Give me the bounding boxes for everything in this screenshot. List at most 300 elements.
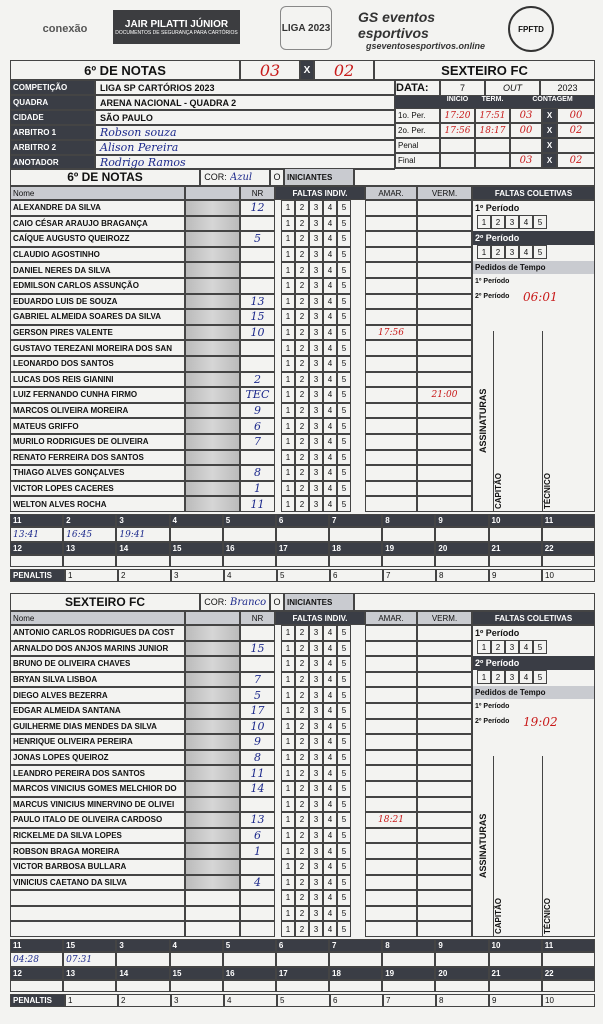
foul-box[interactable]: 1 — [281, 403, 295, 419]
player-number[interactable] — [240, 625, 275, 641]
foul-box[interactable]: 1 — [281, 387, 295, 403]
player-number[interactable]: 13 — [240, 294, 275, 310]
player-number[interactable]: 1 — [240, 843, 275, 859]
foul-box[interactable]: 4 — [323, 843, 337, 859]
foul-box[interactable]: 1 — [281, 797, 295, 813]
player-number[interactable]: 8 — [240, 750, 275, 766]
player-number[interactable] — [240, 356, 275, 372]
foul-box[interactable]: 4 — [323, 875, 337, 891]
foul-box[interactable]: 1 — [281, 356, 295, 372]
foul-box[interactable]: 3 — [309, 340, 323, 356]
foul-box[interactable]: 5 — [337, 247, 351, 263]
penalty-box[interactable]: 9 — [489, 994, 542, 1007]
foul-box[interactable]: 2 — [295, 906, 309, 922]
info-value[interactable]: Alison Pereira — [95, 140, 395, 155]
foul-box[interactable]: 2 — [295, 496, 309, 512]
goal-time[interactable] — [276, 980, 329, 992]
period-score-a[interactable]: 03 — [510, 108, 542, 123]
foul-box[interactable]: 3 — [309, 843, 323, 859]
foul-box[interactable]: 3 — [309, 434, 323, 450]
foul-box[interactable]: 5 — [337, 294, 351, 310]
foul-box[interactable]: 5 — [337, 387, 351, 403]
foul-box[interactable]: 3 — [309, 765, 323, 781]
foul-box[interactable]: 1 — [281, 765, 295, 781]
tempo2-value[interactable]: 19:02 — [523, 714, 558, 729]
foul-box[interactable]: 4 — [323, 216, 337, 232]
foul-box[interactable]: 2 — [295, 216, 309, 232]
player-number[interactable]: 5 — [240, 687, 275, 703]
yellow-card[interactable] — [365, 656, 417, 672]
penalty-box[interactable]: 5 — [277, 994, 330, 1007]
foul-box[interactable]: 5 — [337, 890, 351, 906]
coach-signature[interactable]: TÉCNICO — [543, 473, 552, 509]
foul-box[interactable]: 1 — [281, 656, 295, 672]
red-card[interactable] — [417, 703, 472, 719]
foul-box[interactable]: 5 — [337, 309, 351, 325]
foul-box[interactable]: 2 — [295, 387, 309, 403]
foul-box[interactable]: 4 — [323, 325, 337, 341]
foul-box[interactable]: 3 — [309, 387, 323, 403]
player-number[interactable] — [240, 247, 275, 263]
goal-time[interactable] — [329, 980, 382, 992]
goal-time[interactable] — [489, 527, 542, 542]
foul-box[interactable]: 1 — [281, 672, 295, 688]
foul-box[interactable]: 5 — [337, 656, 351, 672]
penalty-box[interactable]: 6 — [330, 569, 383, 582]
red-card[interactable] — [417, 450, 472, 466]
goal-time[interactable]: 07:31 — [63, 952, 116, 967]
yellow-card[interactable] — [365, 387, 417, 403]
player-number[interactable] — [240, 859, 275, 875]
goal-time[interactable]: 04:28 — [10, 952, 63, 967]
foul-box[interactable]: 1 — [281, 875, 295, 891]
foul-box[interactable]: 1 — [281, 372, 295, 388]
yellow-card[interactable] — [365, 496, 417, 512]
foul-box[interactable]: 3 — [309, 750, 323, 766]
foul-box[interactable]: 2 — [295, 403, 309, 419]
foul-box[interactable]: 5 — [337, 734, 351, 750]
foul-box[interactable]: 2 — [295, 843, 309, 859]
foul-box[interactable]: 3 — [309, 356, 323, 372]
foul-box[interactable]: 2 — [295, 765, 309, 781]
foul-box[interactable]: 2 — [295, 325, 309, 341]
red-card[interactable] — [417, 278, 472, 294]
info-value[interactable]: Robson souza — [95, 125, 395, 140]
foul-box[interactable]: 4 — [323, 812, 337, 828]
foul-box[interactable]: 5 — [337, 356, 351, 372]
foul-box[interactable]: 4 — [323, 765, 337, 781]
collective-foul-box[interactable]: 5 — [533, 245, 547, 259]
foul-box[interactable]: 4 — [323, 906, 337, 922]
goal-time[interactable] — [435, 555, 488, 567]
goal-time[interactable] — [223, 527, 276, 542]
player-number[interactable]: 1 — [240, 481, 275, 497]
red-card[interactable]: 21:00 — [417, 387, 472, 403]
foul-box[interactable]: 3 — [309, 309, 323, 325]
foul-box[interactable]: 1 — [281, 921, 295, 937]
player-number[interactable]: 2 — [240, 372, 275, 388]
foul-box[interactable]: 4 — [323, 418, 337, 434]
yellow-card[interactable] — [365, 356, 417, 372]
period-end[interactable] — [475, 138, 510, 153]
foul-box[interactable]: 3 — [309, 216, 323, 232]
coach-signature[interactable]: TÉCNICO — [543, 898, 552, 934]
foul-box[interactable]: 5 — [337, 750, 351, 766]
foul-box[interactable]: 5 — [337, 719, 351, 735]
goal-time[interactable] — [382, 952, 435, 967]
foul-box[interactable]: 4 — [323, 828, 337, 844]
foul-box[interactable]: 1 — [281, 216, 295, 232]
foul-box[interactable]: 2 — [295, 262, 309, 278]
foul-box[interactable]: 3 — [309, 781, 323, 797]
foul-box[interactable]: 5 — [337, 465, 351, 481]
foul-box[interactable]: 2 — [295, 734, 309, 750]
player-number[interactable] — [240, 656, 275, 672]
foul-box[interactable]: 2 — [295, 372, 309, 388]
player-number[interactable] — [240, 906, 275, 922]
penalty-box[interactable]: 4 — [224, 569, 277, 582]
foul-box[interactable]: 5 — [337, 418, 351, 434]
player-number[interactable] — [240, 797, 275, 813]
goal-time[interactable] — [542, 555, 595, 567]
info-value[interactable]: ARENA NACIONAL - QUADRA 2 — [95, 95, 395, 110]
goal-time[interactable] — [10, 980, 63, 992]
red-card[interactable] — [417, 247, 472, 263]
foul-box[interactable]: 2 — [295, 231, 309, 247]
yellow-card[interactable] — [365, 641, 417, 657]
penalty-box[interactable]: 8 — [436, 569, 489, 582]
foul-box[interactable]: 1 — [281, 294, 295, 310]
foul-box[interactable]: 5 — [337, 703, 351, 719]
period-end[interactable]: 17:51 — [475, 108, 510, 123]
yellow-card[interactable] — [365, 906, 417, 922]
penalty-box[interactable]: 6 — [330, 994, 383, 1007]
player-number[interactable]: 6 — [240, 418, 275, 434]
red-card[interactable] — [417, 672, 472, 688]
period-score-b[interactable]: 02 — [557, 153, 595, 168]
foul-box[interactable]: 3 — [309, 687, 323, 703]
period-score-b[interactable]: 00 — [557, 108, 595, 123]
foul-box[interactable]: 2 — [295, 200, 309, 216]
period-score-b[interactable] — [557, 138, 595, 153]
foul-box[interactable]: 1 — [281, 859, 295, 875]
foul-box[interactable]: 4 — [323, 403, 337, 419]
yellow-card[interactable] — [365, 875, 417, 891]
player-number[interactable] — [240, 340, 275, 356]
period-score-b[interactable]: 02 — [557, 123, 595, 138]
red-card[interactable] — [417, 309, 472, 325]
player-number[interactable]: 10 — [240, 719, 275, 735]
foul-box[interactable]: 4 — [323, 434, 337, 450]
goal-time[interactable] — [223, 555, 276, 567]
goal-time[interactable] — [382, 980, 435, 992]
foul-box[interactable]: 3 — [309, 797, 323, 813]
foul-box[interactable]: 3 — [309, 719, 323, 735]
yellow-card[interactable] — [365, 703, 417, 719]
foul-box[interactable]: 5 — [337, 781, 351, 797]
foul-box[interactable]: 2 — [295, 719, 309, 735]
foul-box[interactable]: 1 — [281, 812, 295, 828]
foul-box[interactable]: 1 — [281, 687, 295, 703]
goal-time[interactable] — [489, 952, 542, 967]
red-card[interactable] — [417, 231, 472, 247]
foul-box[interactable]: 1 — [281, 262, 295, 278]
foul-box[interactable]: 3 — [309, 200, 323, 216]
collective-foul-box[interactable]: 3 — [505, 640, 519, 654]
yellow-card[interactable] — [365, 781, 417, 797]
red-card[interactable] — [417, 262, 472, 278]
foul-box[interactable]: 2 — [295, 465, 309, 481]
player-number[interactable]: 15 — [240, 641, 275, 657]
foul-box[interactable]: 1 — [281, 703, 295, 719]
red-card[interactable] — [417, 325, 472, 341]
foul-box[interactable]: 2 — [295, 450, 309, 466]
foul-box[interactable]: 5 — [337, 278, 351, 294]
foul-box[interactable]: 1 — [281, 450, 295, 466]
foul-box[interactable]: 4 — [323, 734, 337, 750]
foul-box[interactable]: 1 — [281, 418, 295, 434]
yellow-card[interactable] — [365, 765, 417, 781]
red-card[interactable] — [417, 496, 472, 512]
yellow-card[interactable] — [365, 231, 417, 247]
yellow-card[interactable] — [365, 434, 417, 450]
foul-box[interactable]: 4 — [323, 703, 337, 719]
red-card[interactable] — [417, 765, 472, 781]
yellow-card[interactable] — [365, 403, 417, 419]
foul-box[interactable]: 2 — [295, 797, 309, 813]
foul-box[interactable]: 4 — [323, 465, 337, 481]
red-card[interactable] — [417, 216, 472, 232]
foul-box[interactable]: 3 — [309, 247, 323, 263]
goal-time[interactable] — [170, 952, 223, 967]
yellow-card[interactable] — [365, 481, 417, 497]
foul-box[interactable]: 3 — [309, 418, 323, 434]
foul-box[interactable]: 3 — [309, 703, 323, 719]
yellow-card[interactable] — [365, 687, 417, 703]
foul-box[interactable]: 3 — [309, 450, 323, 466]
penalty-box[interactable]: 9 — [489, 569, 542, 582]
yellow-card[interactable] — [365, 625, 417, 641]
goal-time[interactable] — [435, 952, 488, 967]
iniciantes-checkbox[interactable]: O — [270, 168, 284, 186]
iniciantes-checkbox[interactable]: O — [270, 593, 284, 611]
foul-box[interactable]: 4 — [323, 672, 337, 688]
foul-box[interactable]: 1 — [281, 200, 295, 216]
player-number[interactable] — [240, 921, 275, 937]
player-number[interactable]: 8 — [240, 465, 275, 481]
penalty-box[interactable]: 2 — [118, 569, 171, 582]
foul-box[interactable]: 3 — [309, 890, 323, 906]
player-number[interactable]: 11 — [240, 765, 275, 781]
foul-box[interactable]: 5 — [337, 812, 351, 828]
foul-box[interactable]: 1 — [281, 734, 295, 750]
yellow-card[interactable]: 18:21 — [365, 812, 417, 828]
foul-box[interactable]: 3 — [309, 496, 323, 512]
yellow-card[interactable] — [365, 372, 417, 388]
foul-box[interactable]: 3 — [309, 859, 323, 875]
collective-foul-box[interactable]: 5 — [533, 670, 547, 684]
player-number[interactable]: 7 — [240, 672, 275, 688]
red-card[interactable] — [417, 625, 472, 641]
goal-time[interactable] — [116, 952, 169, 967]
yellow-card[interactable] — [365, 418, 417, 434]
foul-box[interactable]: 3 — [309, 403, 323, 419]
collective-foul-box[interactable]: 4 — [519, 215, 533, 229]
yellow-card[interactable] — [365, 843, 417, 859]
foul-box[interactable]: 1 — [281, 496, 295, 512]
foul-box[interactable]: 2 — [295, 625, 309, 641]
red-card[interactable] — [417, 372, 472, 388]
red-card[interactable] — [417, 812, 472, 828]
yellow-card[interactable] — [365, 262, 417, 278]
foul-box[interactable]: 1 — [281, 906, 295, 922]
foul-box[interactable]: 5 — [337, 687, 351, 703]
foul-box[interactable]: 5 — [337, 672, 351, 688]
player-number[interactable] — [240, 890, 275, 906]
yellow-card[interactable] — [365, 672, 417, 688]
goal-time[interactable] — [382, 555, 435, 567]
red-card[interactable] — [417, 875, 472, 891]
penalty-box[interactable]: 4 — [224, 994, 277, 1007]
collective-foul-box[interactable]: 2 — [491, 215, 505, 229]
foul-box[interactable]: 3 — [309, 641, 323, 657]
team-color[interactable]: Branco — [230, 593, 270, 611]
player-number[interactable]: 9 — [240, 734, 275, 750]
player-number[interactable]: 11 — [240, 496, 275, 512]
foul-box[interactable]: 2 — [295, 890, 309, 906]
red-card[interactable] — [417, 481, 472, 497]
goal-time[interactable] — [542, 980, 595, 992]
red-card[interactable] — [417, 434, 472, 450]
collective-foul-box[interactable]: 1 — [477, 215, 491, 229]
goal-time[interactable] — [435, 980, 488, 992]
foul-box[interactable]: 3 — [309, 812, 323, 828]
collective-foul-box[interactable]: 2 — [491, 640, 505, 654]
foul-box[interactable]: 4 — [323, 859, 337, 875]
foul-box[interactable]: 3 — [309, 875, 323, 891]
foul-box[interactable]: 3 — [309, 294, 323, 310]
foul-box[interactable]: 4 — [323, 309, 337, 325]
foul-box[interactable]: 5 — [337, 906, 351, 922]
collective-foul-box[interactable]: 3 — [505, 670, 519, 684]
foul-box[interactable]: 5 — [337, 481, 351, 497]
goal-time[interactable] — [223, 952, 276, 967]
red-card[interactable] — [417, 890, 472, 906]
foul-box[interactable]: 5 — [337, 434, 351, 450]
foul-box[interactable]: 5 — [337, 325, 351, 341]
goal-time[interactable] — [170, 980, 223, 992]
penalty-box[interactable]: 10 — [542, 569, 595, 582]
penalty-box[interactable]: 3 — [171, 994, 224, 1007]
foul-box[interactable]: 4 — [323, 247, 337, 263]
foul-box[interactable]: 1 — [281, 843, 295, 859]
red-card[interactable] — [417, 843, 472, 859]
foul-box[interactable]: 2 — [295, 921, 309, 937]
team-color[interactable]: Azul — [230, 168, 270, 186]
foul-box[interactable]: 3 — [309, 734, 323, 750]
player-number[interactable]: 6 — [240, 828, 275, 844]
period-start[interactable] — [440, 138, 475, 153]
foul-box[interactable]: 4 — [323, 200, 337, 216]
yellow-card[interactable] — [365, 340, 417, 356]
red-card[interactable] — [417, 828, 472, 844]
foul-box[interactable]: 2 — [295, 481, 309, 497]
foul-box[interactable]: 5 — [337, 921, 351, 937]
foul-box[interactable]: 4 — [323, 625, 337, 641]
foul-box[interactable]: 4 — [323, 921, 337, 937]
collective-foul-box[interactable]: 4 — [519, 245, 533, 259]
foul-box[interactable]: 4 — [323, 387, 337, 403]
yellow-card[interactable] — [365, 465, 417, 481]
player-number[interactable]: TEC — [240, 387, 275, 403]
red-card[interactable] — [417, 719, 472, 735]
red-card[interactable] — [417, 687, 472, 703]
yellow-card[interactable] — [365, 309, 417, 325]
foul-box[interactable]: 1 — [281, 890, 295, 906]
goal-time[interactable] — [10, 555, 63, 567]
period-score-a[interactable]: 00 — [510, 123, 542, 138]
goal-time[interactable] — [63, 980, 116, 992]
tempo2-value[interactable]: 06:01 — [523, 289, 558, 304]
foul-box[interactable]: 2 — [295, 434, 309, 450]
foul-box[interactable]: 2 — [295, 278, 309, 294]
red-card[interactable] — [417, 734, 472, 750]
yellow-card[interactable] — [365, 200, 417, 216]
yellow-card[interactable] — [365, 921, 417, 937]
foul-box[interactable]: 1 — [281, 434, 295, 450]
player-number[interactable] — [240, 262, 275, 278]
foul-box[interactable]: 5 — [337, 403, 351, 419]
foul-box[interactable]: 1 — [281, 625, 295, 641]
foul-box[interactable]: 2 — [295, 859, 309, 875]
foul-box[interactable]: 4 — [323, 262, 337, 278]
foul-box[interactable]: 2 — [295, 247, 309, 263]
foul-box[interactable]: 5 — [337, 340, 351, 356]
period-start[interactable]: 17:20 — [440, 108, 475, 123]
foul-box[interactable]: 1 — [281, 750, 295, 766]
collective-foul-box[interactable]: 1 — [477, 640, 491, 654]
foul-box[interactable]: 3 — [309, 921, 323, 937]
captain-signature[interactable]: CAPITÃO — [493, 756, 543, 936]
penalty-box[interactable]: 1 — [65, 994, 118, 1007]
collective-foul-box[interactable]: 2 — [491, 670, 505, 684]
foul-box[interactable]: 1 — [281, 278, 295, 294]
foul-box[interactable]: 2 — [295, 781, 309, 797]
info-value[interactable]: Rodrigo Ramos — [95, 155, 395, 170]
foul-box[interactable]: 1 — [281, 325, 295, 341]
foul-box[interactable]: 5 — [337, 765, 351, 781]
goal-time[interactable] — [542, 952, 595, 967]
penalty-box[interactable]: 7 — [383, 994, 436, 1007]
player-number[interactable] — [240, 450, 275, 466]
foul-box[interactable]: 5 — [337, 641, 351, 657]
goal-time[interactable] — [329, 555, 382, 567]
foul-box[interactable]: 3 — [309, 481, 323, 497]
player-number[interactable]: 10 — [240, 325, 275, 341]
goal-time[interactable]: 19:41 — [116, 527, 169, 542]
foul-box[interactable]: 4 — [323, 890, 337, 906]
foul-box[interactable]: 4 — [323, 481, 337, 497]
foul-box[interactable]: 4 — [323, 687, 337, 703]
foul-box[interactable]: 2 — [295, 687, 309, 703]
foul-box[interactable]: 4 — [323, 781, 337, 797]
yellow-card[interactable] — [365, 450, 417, 466]
period-start[interactable] — [440, 153, 475, 168]
foul-box[interactable]: 3 — [309, 465, 323, 481]
player-number[interactable]: 4 — [240, 875, 275, 891]
red-card[interactable] — [417, 641, 472, 657]
foul-box[interactable]: 1 — [281, 641, 295, 657]
